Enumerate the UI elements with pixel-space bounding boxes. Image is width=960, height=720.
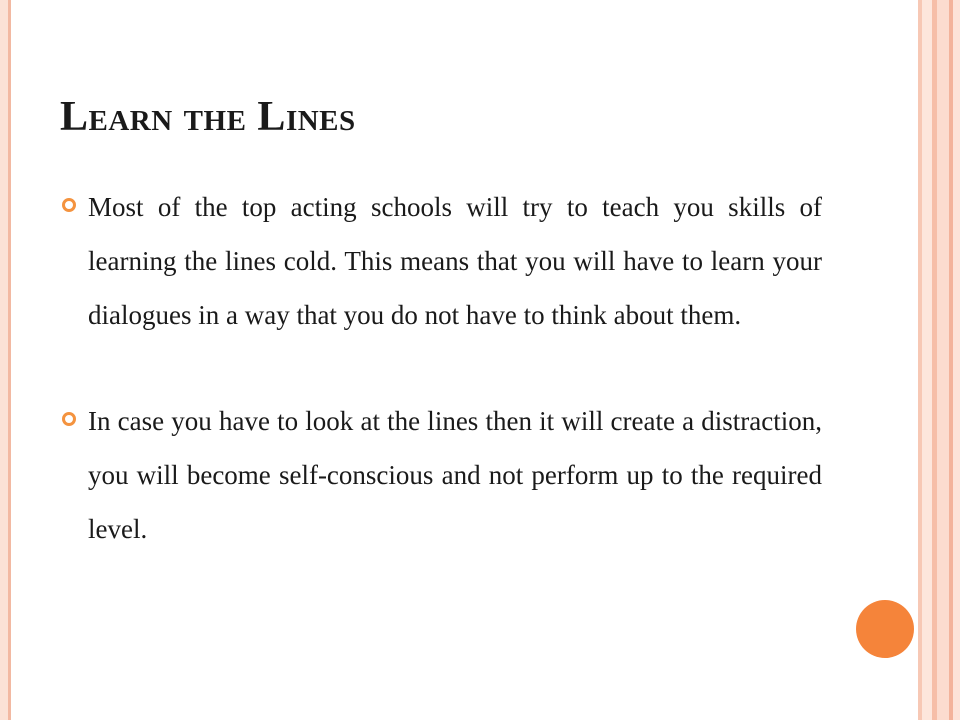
right-border-stripe	[922, 0, 932, 720]
bullet-text: In case you have to look at the lines then it will create a distraction, you will become self-conscious and not perform up to the required level.	[88, 406, 822, 544]
ring-bullet-icon	[62, 412, 76, 426]
left-border-line	[8, 0, 11, 720]
bullet-item	[62, 180, 822, 342]
right-border-stripe	[937, 0, 949, 720]
slide-title: Learn the Lines	[60, 94, 356, 140]
ring-bullet-icon	[62, 198, 76, 212]
orange-circle-icon	[856, 600, 914, 658]
bullet-text: Most of the top acting schools will try to teach you skills of learning the lines cold. This means that you will have to learn your dialogues in a way that you do not have to think about them.	[88, 192, 822, 330]
right-border-stripe	[953, 0, 960, 720]
bullet-list	[62, 180, 822, 556]
bullet-item	[62, 394, 822, 556]
